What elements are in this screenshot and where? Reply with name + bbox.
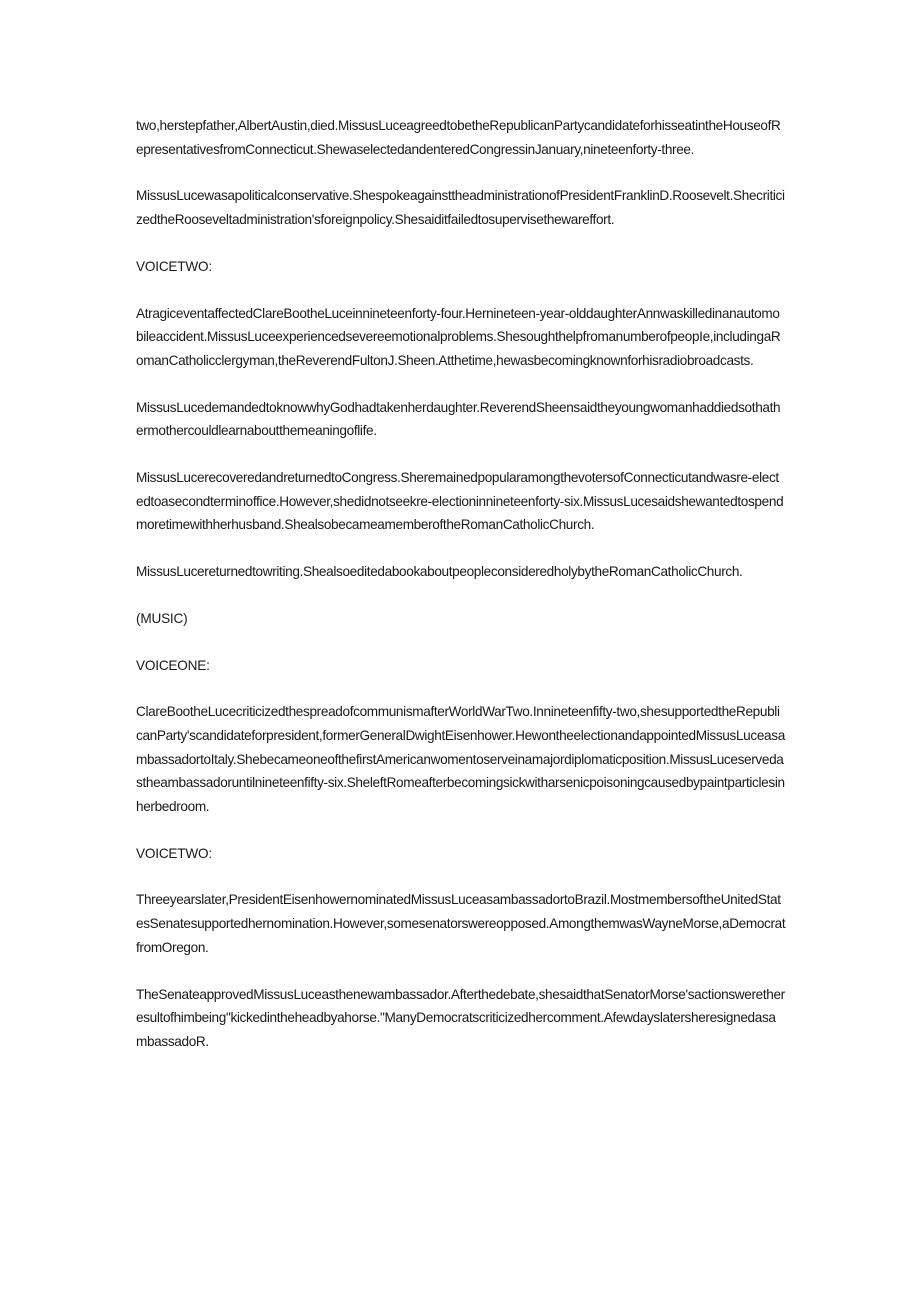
speaker-label: VOICETWO:	[136, 258, 212, 274]
paragraph-political-conservative: MissusLucewasapoliticalconservative.ShespokeagainsttheadministrationofPresidentFranklinD.Roosevelt.ShecriticizedtheRooseveltadministration'sforeignpolicy.Shesaiditfailedtosupervisethewareffort.	[136, 188, 785, 228]
paragraph-brazil-nomination: Threeyearslater,PresidentEisenhowernominatedMissusLuceasambassadortoBrazil.MostmembersoftheUnitedStatesSenatesupportedhernomination.However,somesenatorswereopposed.AmongthemwasWayneMorse,aDemocratfromOregon.	[136, 892, 786, 955]
paragraph-tragic-event: AtragiceventaffectedClareBootheLuceinnineteenforty-four.Hernineteen-year-olddaughterAnnwaskilledinanautomobileaccident.MissusLuceexperiencedsevereemotionalproblems.ShesoughthelpfromanumberofpeopIe,includingaRomanCatholicclergyman,theReverendFultonJ.Sheen.Atthetime,hewasbecomingknownforhisradiobroadcasts.	[136, 305, 781, 368]
paragraph-stepfather-congress: two,herstepfather,AlbertAustin,died.MissusLuceagreedtobetheRepublicanPartycandidateforhisseatintheHouseofRepresentativesfromConnecticut.ShewaselectedandenteredCongressinJanuary,nineteenforty-three.	[136, 118, 781, 157]
speaker-label: VOICEONE:	[136, 657, 210, 673]
paragraph-returned-to-writing: MissusLucereturnedtowriting.ShealsoeditedabookaboutpeopleconsideredholybytheRomanCatholicChurch.	[136, 564, 743, 580]
paragraph-communism-italy: ClareBootheLucecriticizedthespreadofcommunismafterWorldWarTwo.Innineteenfifty-two,shesupportedtheRepublicanParty'scandidateforpresident,formerGeneralDwightEisenhower.HewontheelectionandappointedMissusLuceasambassadortoItaly.ShebecameoneofthefirstAmericanwomentoserveinamajordiplomaticposition.MissusLuceservedastheambassadoruntilnineteenfifty-six.SheleftRomeafterbecomingsickwitharsenicpoisoningcausedbypaintparticlesinherbedroom.	[136, 704, 785, 815]
speaker-label: VOICETWO:	[136, 845, 212, 861]
music-cue: (MUSIC)	[136, 610, 188, 626]
document-body	[136, 114, 786, 1077]
paragraph-senate-approved: TheSenateapprovedMissusLuceasthenewambassador.Afterthedebate,shesaidthatSenatorMorse'sactionsweretheresultofhimbeing"kickedintheheadbyahorse."ManyDemocratscriticizedhercomment.AfewdayslatersheresignedasambassadoR.	[136, 986, 785, 1049]
paragraph-demanded-to-know: MissusLucedemandedtoknowwhyGodhadtakenherdaughter.ReverendSheensaidtheyoungwomanhaddiedsothathermothercouldlearnaboutthemeaningoflife.	[136, 399, 781, 439]
paragraph-recovered-returned: MissusLucerecoveredandreturnedtoCongress.SheremainedpopularamongthevotersofConnecticutandwasre-electedtoasecondterminoffice.However,shedidnotseekre-electioninnineteenforty-six.MissusLucesaidshewantedtospendmoretimewithherhusband.ShealsobecameamemberoftheRomanCatholicChurch.	[136, 470, 784, 533]
